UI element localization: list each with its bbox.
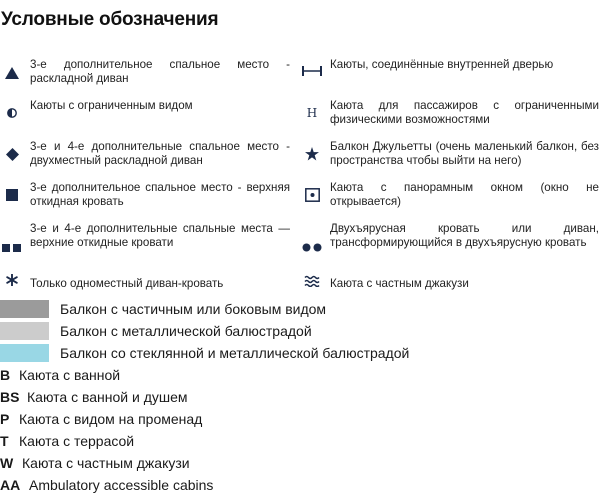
swatch-partial-view [0,300,49,318]
triangle-icon [1,64,23,82]
code-letter: W [0,455,14,471]
swatch-metal-railing [0,322,49,340]
legend-item-label: Каюты с ограниченным видом [30,99,193,112]
star-icon [301,145,323,163]
code-label: Каюта с ванной и душем [27,389,188,405]
legend-item-label: Двухъярусная кровать или диван, трансформирующийся в двухъярусную кровать [330,222,599,249]
legend-item-label: 3-е и 4-е дополнительные спальные места — верхние откидные кровати [30,222,290,249]
code-letter: BS [0,389,20,405]
double-circle-icon [301,238,323,256]
legend-item-connecting-door [300,58,599,78]
legend-item-accessible-cabin [300,99,599,129]
square-icon [1,186,23,204]
code-row [0,389,188,405]
legend-item-bunk-bed [300,222,599,264]
code-letter: P [0,411,10,427]
code-label: Ambulatory accessible cabins [29,477,214,493]
legend-title: Условные обозначения [1,9,219,30]
code-letter: B [0,367,11,383]
half-circle-icon [1,104,23,122]
legend-item-pullman-bed [0,181,290,211]
asterisk-icon [1,271,23,289]
legend-item-label: Каюта с панорамным окном (окно не открывается) [330,181,599,208]
swatch-glass-railing [0,344,49,362]
legend-item-private-jacuzzi [300,276,599,296]
diamond-icon [1,145,23,163]
accessible-h-icon: H [306,106,318,120]
legend-item-juliet-balcony [300,140,599,170]
legend-item-two-pullman-beds [0,222,290,252]
legend-item-double-sofa-bed [0,140,290,170]
legend-item-obstructed-view [0,99,290,119]
code-letter: AA [0,477,21,493]
swatch-label: Балкон с металлической балюстрадой [60,323,312,339]
legend-item-panoramic-window [300,181,599,211]
code-row [0,477,213,493]
connecting-door-icon [301,62,323,80]
double-square-icon [1,239,23,257]
code-row [0,455,190,471]
code-label: Каюта с частным джакузи [22,455,190,471]
legend-item-label: Балкон Джульетты (очень маленький балкон, без пространства чтобы выйти на него) [330,140,599,167]
code-letter: T [0,433,9,449]
legend-item-label: Каюты, соединённые внутренней дверью [330,58,554,71]
legend-item-label: Каюта с частным джакузи [330,277,469,290]
legend-item-label: Каюта для пассажиров с ограниченными физическими возможностями [330,99,599,126]
code-label: Каюта с видом на променад [19,411,203,427]
code-row [0,411,202,427]
code-row [0,433,134,449]
jacuzzi-icon [301,272,323,290]
legend-item-label: 3-е дополнительное спальное место - верхняя откидная кровать [30,181,290,208]
panoramic-window-icon [301,186,323,204]
swatch-label: Балкон со стеклянной и металлической балюстрадой [60,345,410,361]
swatch-label: Балкон с частичным или боковым видом [60,301,327,317]
code-row [0,367,120,383]
legend-item-single-sofa-bed [0,276,290,296]
code-label: Каюта с ванной [19,367,121,383]
legend-item-label: 3-е дополнительное спальное место - раскладной диван [30,58,290,85]
legend-item-label: Только одноместный диван-кровать [30,277,224,290]
code-label: Каюта с террасой [19,433,135,449]
legend-item-sofa-bed [0,58,290,88]
legend-item-label: 3-е и 4-е дополнительные спальное место - двухместный раскладной диван [30,140,290,167]
